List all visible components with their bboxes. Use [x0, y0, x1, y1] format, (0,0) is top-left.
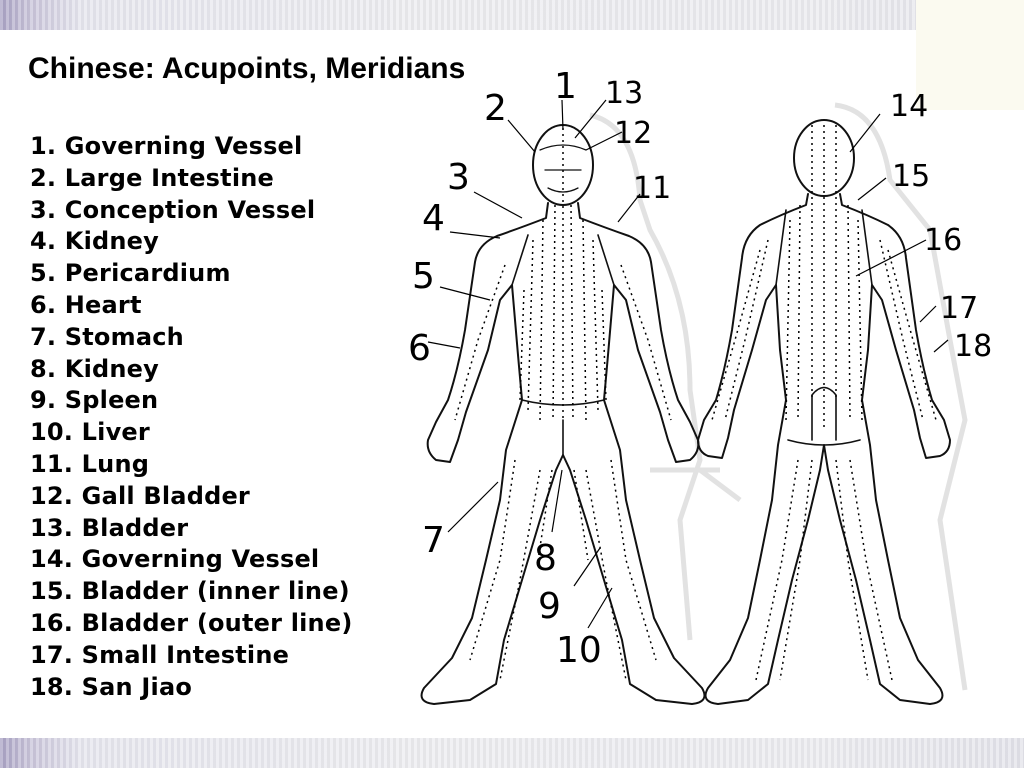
- front-body-figure: [422, 125, 705, 704]
- label-16: 16: [924, 223, 963, 258]
- legend-item: 15. Bladder (inner line): [30, 577, 350, 606]
- meridian-body-diagram: [395, 60, 995, 730]
- label-13: 13: [605, 76, 644, 111]
- back-meridian-lines: [712, 125, 936, 680]
- page-title: Chinese: Acupoints, Meridians: [28, 52, 466, 85]
- meridian-legend: [30, 131, 352, 703]
- legend-item: 10. Liver: [30, 418, 150, 447]
- top-decorative-band: [0, 0, 1024, 30]
- label-3: 3: [447, 157, 470, 198]
- legend-item: 18. San Jiao: [30, 672, 193, 701]
- label-6: 6: [408, 328, 431, 369]
- legend-item: 1. Governing Vessel: [30, 132, 303, 160]
- diagram-number-labels: [408, 66, 992, 671]
- legend-item: 7. Stomach: [30, 322, 184, 351]
- label-10: 10: [556, 630, 602, 671]
- legend-item: 13. Bladder: [30, 513, 189, 542]
- legend-item: 3. Conception Vessel: [30, 195, 316, 224]
- legend-item: 6. Heart: [30, 290, 142, 319]
- label-1: 1: [554, 66, 577, 107]
- label-15: 15: [892, 159, 931, 194]
- label-11: 11: [633, 171, 672, 206]
- label-18: 18: [954, 329, 993, 364]
- legend-item: 9. Spleen: [30, 386, 159, 415]
- label-4: 4: [422, 198, 445, 239]
- label-5: 5: [412, 256, 435, 297]
- legend-item: 17. Small Intestine: [30, 640, 290, 669]
- label-7: 7: [422, 520, 445, 561]
- front-meridian-lines: [455, 128, 671, 680]
- bottom-decorative-band: [0, 738, 1024, 768]
- legend-item: 11. Lung: [30, 449, 150, 478]
- label-2: 2: [484, 88, 507, 129]
- legend-item: 4. Kidney: [30, 227, 159, 256]
- legend-item: 2. Large Intestine: [30, 163, 275, 192]
- legend-item: 8. Kidney: [30, 354, 159, 383]
- label-8: 8: [534, 538, 557, 579]
- legend-item: 12. Gall Bladder: [30, 481, 250, 510]
- label-14: 14: [890, 89, 929, 124]
- legend-item: 14. Governing Vessel: [30, 545, 320, 574]
- label-12: 12: [614, 116, 653, 151]
- legend-item: 5. Pericardium: [30, 259, 231, 288]
- label-9: 9: [538, 586, 561, 627]
- label-17: 17: [940, 291, 979, 326]
- legend-item: 16. Bladder (outer line): [30, 608, 353, 637]
